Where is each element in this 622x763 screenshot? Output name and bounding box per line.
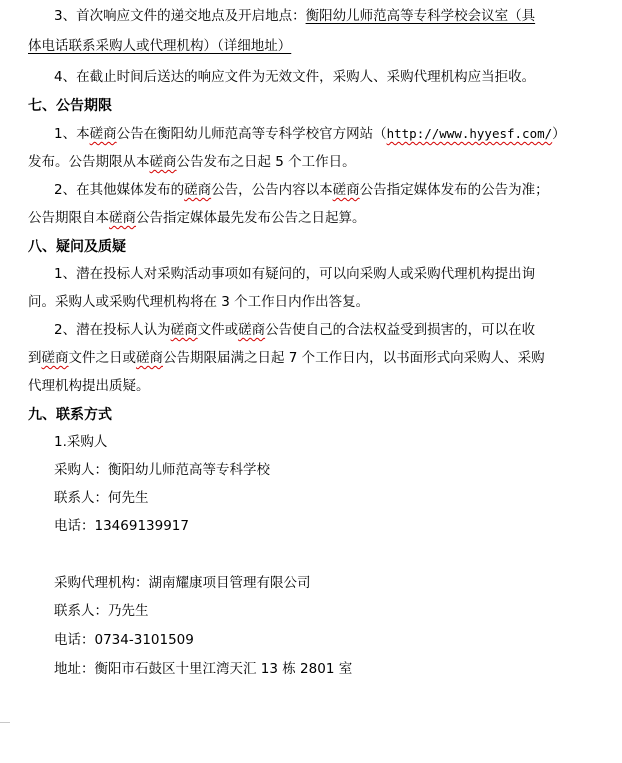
purchaser-title: 1.采购人: [54, 434, 108, 450]
purchaser-phone: 电话：13469139917: [54, 518, 189, 534]
section7-item2-line1: 2、在其他媒体发布的磋商公告，公告内容以本磋商公告指定媒体发布的公告为准；: [54, 182, 549, 198]
section8-item1-line1: 1、潜在投标人对采购活动事项如有疑问的，可以向采购人或采购代理机构提出询: [54, 266, 536, 282]
purchaser-contact: 联系人：何先生: [54, 490, 149, 506]
section9-heading: 九、联系方式: [28, 407, 112, 423]
section6-item3-address-a: 衡阳幼儿师范高等专科学校会议室（具: [305, 8, 536, 24]
section6-item3-address-b: 体电话联系采购人或代理机构）（详细地址）: [28, 38, 292, 54]
agency-address: 地址：衡阳市石鼓区十里江湾天汇 13 栋 2801 室: [54, 661, 353, 677]
section8-item2-line1: 2、潜在投标人认为磋商文件或磋商公告使自己的合法权益受到损害的，可以在收: [54, 322, 536, 338]
agency-name: 采购代理机构：湖南耀康项目管理有限公司: [54, 575, 311, 591]
section7-heading: 七、公告期限: [28, 98, 112, 114]
section6-item3-line1: [54, 6, 535, 26]
section7-item2-line2: 公告期限自本磋商公告指定媒体最先发布公告之日起算。: [28, 210, 366, 226]
section8-item2-line3: 代理机构提出质疑。: [28, 378, 150, 394]
section8-item1-line2: 问。采购人或采购代理机构将在 3 个工作日内作出答复。: [28, 294, 370, 310]
agency-phone: 电话：0734-3101509: [54, 632, 194, 648]
margin-mark: [0, 722, 10, 723]
section6-item3-line2: [28, 36, 291, 56]
section6-item4: 4、在截止时间后送达的响应文件为无效文件，采购人、采购代理机构应当拒收。: [54, 69, 536, 85]
section7-website-link: http://www.hyyesf.com/: [386, 126, 553, 141]
section7-item1-line1: 1、本磋商公告在衡阳幼儿师范高等专科学校官方网站（http://www.hyyesf.com/）: [54, 126, 566, 142]
purchaser-name: 采购人：衡阳幼儿师范高等专科学校: [54, 462, 270, 478]
section6-item3-label: 3、首次响应文件的递交地点及开启地点：: [54, 8, 306, 24]
agency-contact: 联系人：乃先生: [54, 603, 149, 619]
section8-item2-line2: 到磋商文件之日或磋商公告期限届满之日起 7 个工作日内，以书面形式向采购人、采购: [28, 350, 545, 366]
section8-heading: 八、疑问及质疑: [28, 239, 126, 255]
section7-item1-line2: 发布。公告期限从本磋商公告发布之日起 5 个工作日。: [28, 154, 356, 170]
